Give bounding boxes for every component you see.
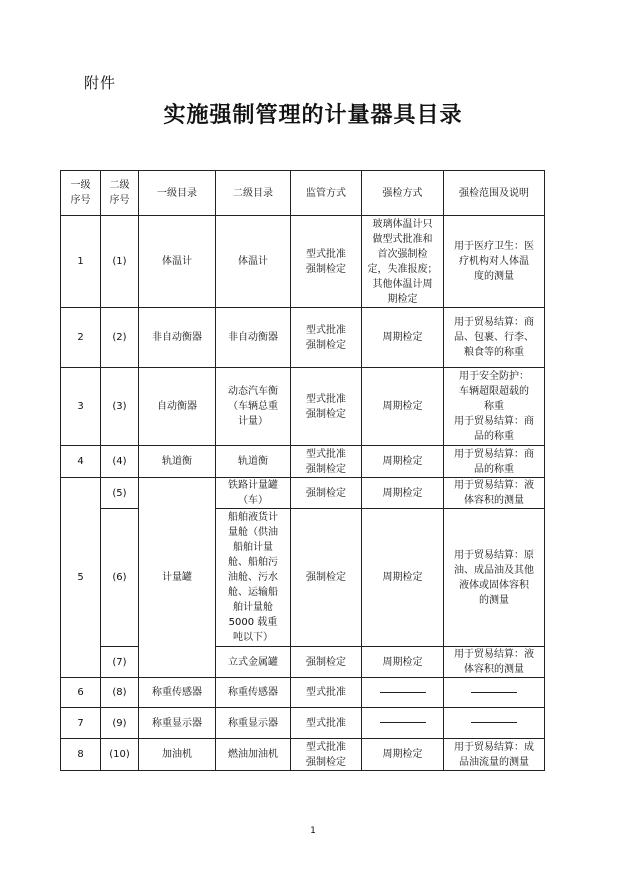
cell-level2-no: (10) [101,739,139,771]
cell-scope: 用于医疗卫生：医 疗机构对人体温 度的测量 [444,216,545,308]
page-title: 实施强制管理的计量器具目录 [163,103,463,128]
cell-supervision: 型式批准 [291,678,362,708]
cell-supervision: 型式批准 强制检定 [291,368,362,446]
cell-level1-catalog: 非自动衡器 [139,308,216,368]
table-row [61,708,545,739]
cell-supervision: 型式批准 强制检定 [291,216,362,308]
cell-scope: 用于贸易结算：原 油、成品油及其他 液体或固体容积 的测量 [444,509,545,647]
table-row [61,368,545,446]
cell-level1-no: 1 [61,216,101,308]
cell-supervision: 型式批准 强制检定 [291,308,362,368]
header-supervision: 监管方式 [291,171,362,216]
header-row [61,171,545,216]
cell-level2-catalog: 燃油加油机 [216,739,291,771]
cell-scope: 用于贸易结算：商 品的称重 [444,446,545,478]
cell-scope-empty [444,708,545,739]
cell-level2-catalog: 铁路计量罐 （车） [216,478,291,509]
cell-level1-catalog: 轨道衡 [139,446,216,478]
cell-inspection-empty [362,678,444,708]
cell-level1-no: 4 [61,446,101,478]
cell-level1-catalog: 称重传感器 [139,678,216,708]
cell-level1-no: 3 [61,368,101,446]
cell-scope: 用于安全防护： 车辆超限超载的 称重 用于贸易结算：商 品的称重 [444,368,545,446]
cell-level1-no: 6 [61,678,101,708]
catalog-table [60,170,545,771]
dash-line [471,722,517,723]
cell-level2-no: (3) [101,368,139,446]
cell-inspection: 周期检定 [362,478,444,509]
cell-level2-no: (2) [101,308,139,368]
table-row [61,478,545,509]
cell-level1-catalog: 自动衡器 [139,368,216,446]
cell-level1-no: 2 [61,308,101,368]
table-row [61,446,545,478]
cell-inspection: 周期检定 [362,647,444,678]
table-row [61,647,545,678]
page-number: 1 [310,826,316,836]
cell-supervision: 型式批准 [291,708,362,739]
table-row [61,739,545,771]
cell-scope-empty [444,678,545,708]
cell-supervision: 型式批准 强制检定 [291,739,362,771]
cell-inspection: 周期检定 [362,446,444,478]
table-row [61,678,545,708]
dash-line [471,692,517,693]
cell-inspection: 玻璃体温计只 做型式批准和 首次强制检 定，失准报废； 其他体温计周 期检定 [362,216,444,308]
cell-level2-catalog: 称重显示器 [216,708,291,739]
cell-level1-catalog: 加油机 [139,739,216,771]
cell-level1-catalog: 体温计 [139,216,216,308]
cell-level2-no: (7) [101,647,139,678]
cell-level1-no: 5 [61,478,101,678]
cell-supervision: 强制检定 [291,509,362,647]
cell-scope: 用于贸易结算：液 体容积的测量 [444,478,545,509]
cell-supervision: 强制检定 [291,647,362,678]
header-level1-no: 一级 序号 [61,171,101,216]
cell-level2-catalog: 体温计 [216,216,291,308]
header-level2-no: 二级 序号 [101,171,139,216]
cell-scope: 用于贸易结算：商 品、包裹、行李、 粮食等的称重 [444,308,545,368]
cell-scope: 用于贸易结算：液 体容积的测量 [444,647,545,678]
cell-level2-catalog: 动态汽车衡 （车辆总重 计量） [216,368,291,446]
table-row [61,216,545,308]
attachment-label: 附件 [84,74,117,92]
cell-scope: 用于贸易结算：成 品油流量的测量 [444,739,545,771]
cell-inspection-empty [362,708,444,739]
cell-inspection: 周期检定 [362,368,444,446]
header-level1-catalog: 一级目录 [139,171,216,216]
dash-line [380,722,426,723]
cell-level2-catalog: 称重传感器 [216,678,291,708]
cell-level1-catalog: 称重显示器 [139,708,216,739]
cell-inspection: 周期检定 [362,308,444,368]
cell-level2-no: (9) [101,708,139,739]
cell-level2-no: (8) [101,678,139,708]
cell-inspection: 周期检定 [362,739,444,771]
cell-supervision: 强制检定 [291,478,362,509]
cell-supervision: 型式批准 强制检定 [291,446,362,478]
cell-level2-no: (4) [101,446,139,478]
cell-level2-catalog: 立式金属罐 [216,647,291,678]
cell-level2-no: (1) [101,216,139,308]
table-row [61,509,545,647]
cell-inspection: 周期检定 [362,509,444,647]
dash-line [380,692,426,693]
cell-level1-no: 8 [61,739,101,771]
header-inspection: 强检方式 [362,171,444,216]
cell-level1-no: 7 [61,708,101,739]
cell-level2-no: (6) [101,509,139,647]
cell-level2-catalog: 船舶液货计 量舱（供油 船舶计量 舱、船舶污 油舱、污水 舱、运输船 舶计量舱 5000 载重 吨以下） [216,509,291,647]
cell-level2-no: (5) [101,478,139,509]
header-level2-catalog: 二级目录 [216,171,291,216]
cell-level2-catalog: 非自动衡器 [216,308,291,368]
table-row [61,308,545,368]
cell-level2-catalog: 轨道衡 [216,446,291,478]
cell-level1-catalog: 计量罐 [139,478,216,678]
header-scope: 强检范围及说明 [444,171,545,216]
